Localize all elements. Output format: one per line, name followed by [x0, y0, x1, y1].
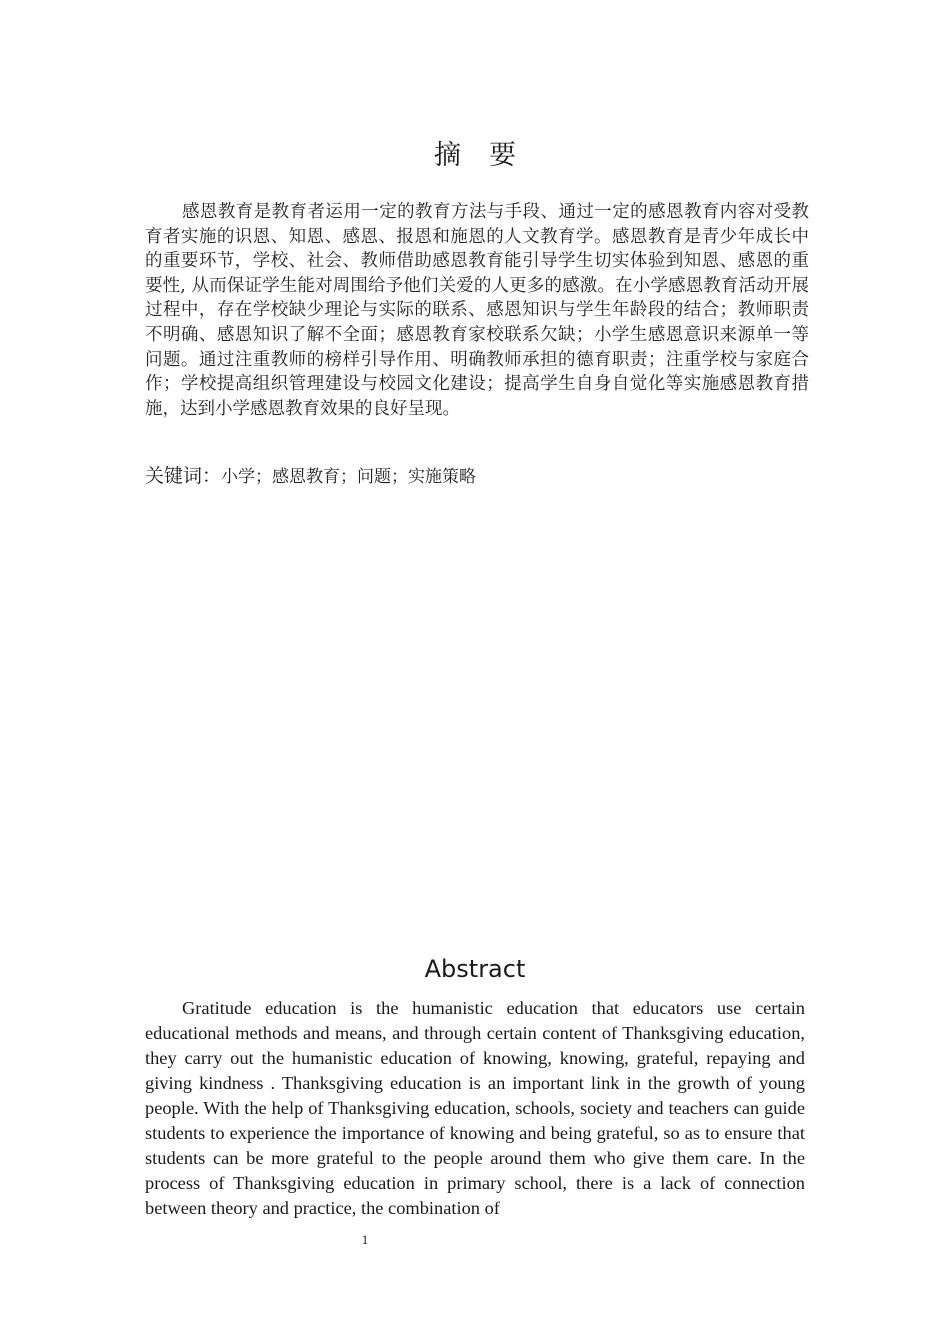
chinese-keywords: [145, 461, 476, 488]
keywords-label: 关键词：: [145, 465, 222, 487]
english-abstract-title: Abstract: [424, 955, 526, 983]
english-abstract-body: Gratitude education is the humanistic education that educators use certain educational methods and means, and through certain content of Thanksgiving education, they carry out the humanistic education of knowing, knowing, grateful, repaying and giving kindness . Thanksgiving education is an important link in the growth of young people. With the help of Thanksgiving education, schools, society and teachers can guide students to experience the importance of knowing and being grateful, so as to ensure that students can be more grateful to the people around them who give them care. In the process of Thanksgiving education in primary school, there is a lack of connection between theory and practice, the combination of: [145, 998, 805, 1218]
chinese-abstract-title: 摘要: [434, 140, 544, 171]
keywords-value: 小学；感恩教育；问题；实施策略: [221, 467, 477, 487]
page-number: 1: [361, 1232, 369, 1247]
chinese-abstract-body: 感恩教育是教育者运用一定的教育方法与手段、通过一定的感恩教育内容对受教育者实施的识恩、知恩、感恩、报恩和施恩的人文教育学。感恩教育是青少年成长中的重要环节，学校、社会、教师借助感恩教育能引导学生切实体验到知恩、感恩的重要性, 从而保证学生能对周围给予他们关爱的人更多的感激。在小学感恩教育活动开展过程中，存在学校缺少理论与实际的联系、感恩知识与学生年龄段的结合；教师职责不明确、感恩知识了解不全面；感恩教育家校联系欠缺；小学生感恩意识来源单一等问题。通过注重教师的榜样引导作用、明确教师承担的德育职责；注重学校与家庭合作；学校提高组织管理建设与校园文化建设；提高学生自身自觉化等实施感恩教育措施，达到小学感恩教育效果的良好呈现。: [145, 202, 809, 419]
